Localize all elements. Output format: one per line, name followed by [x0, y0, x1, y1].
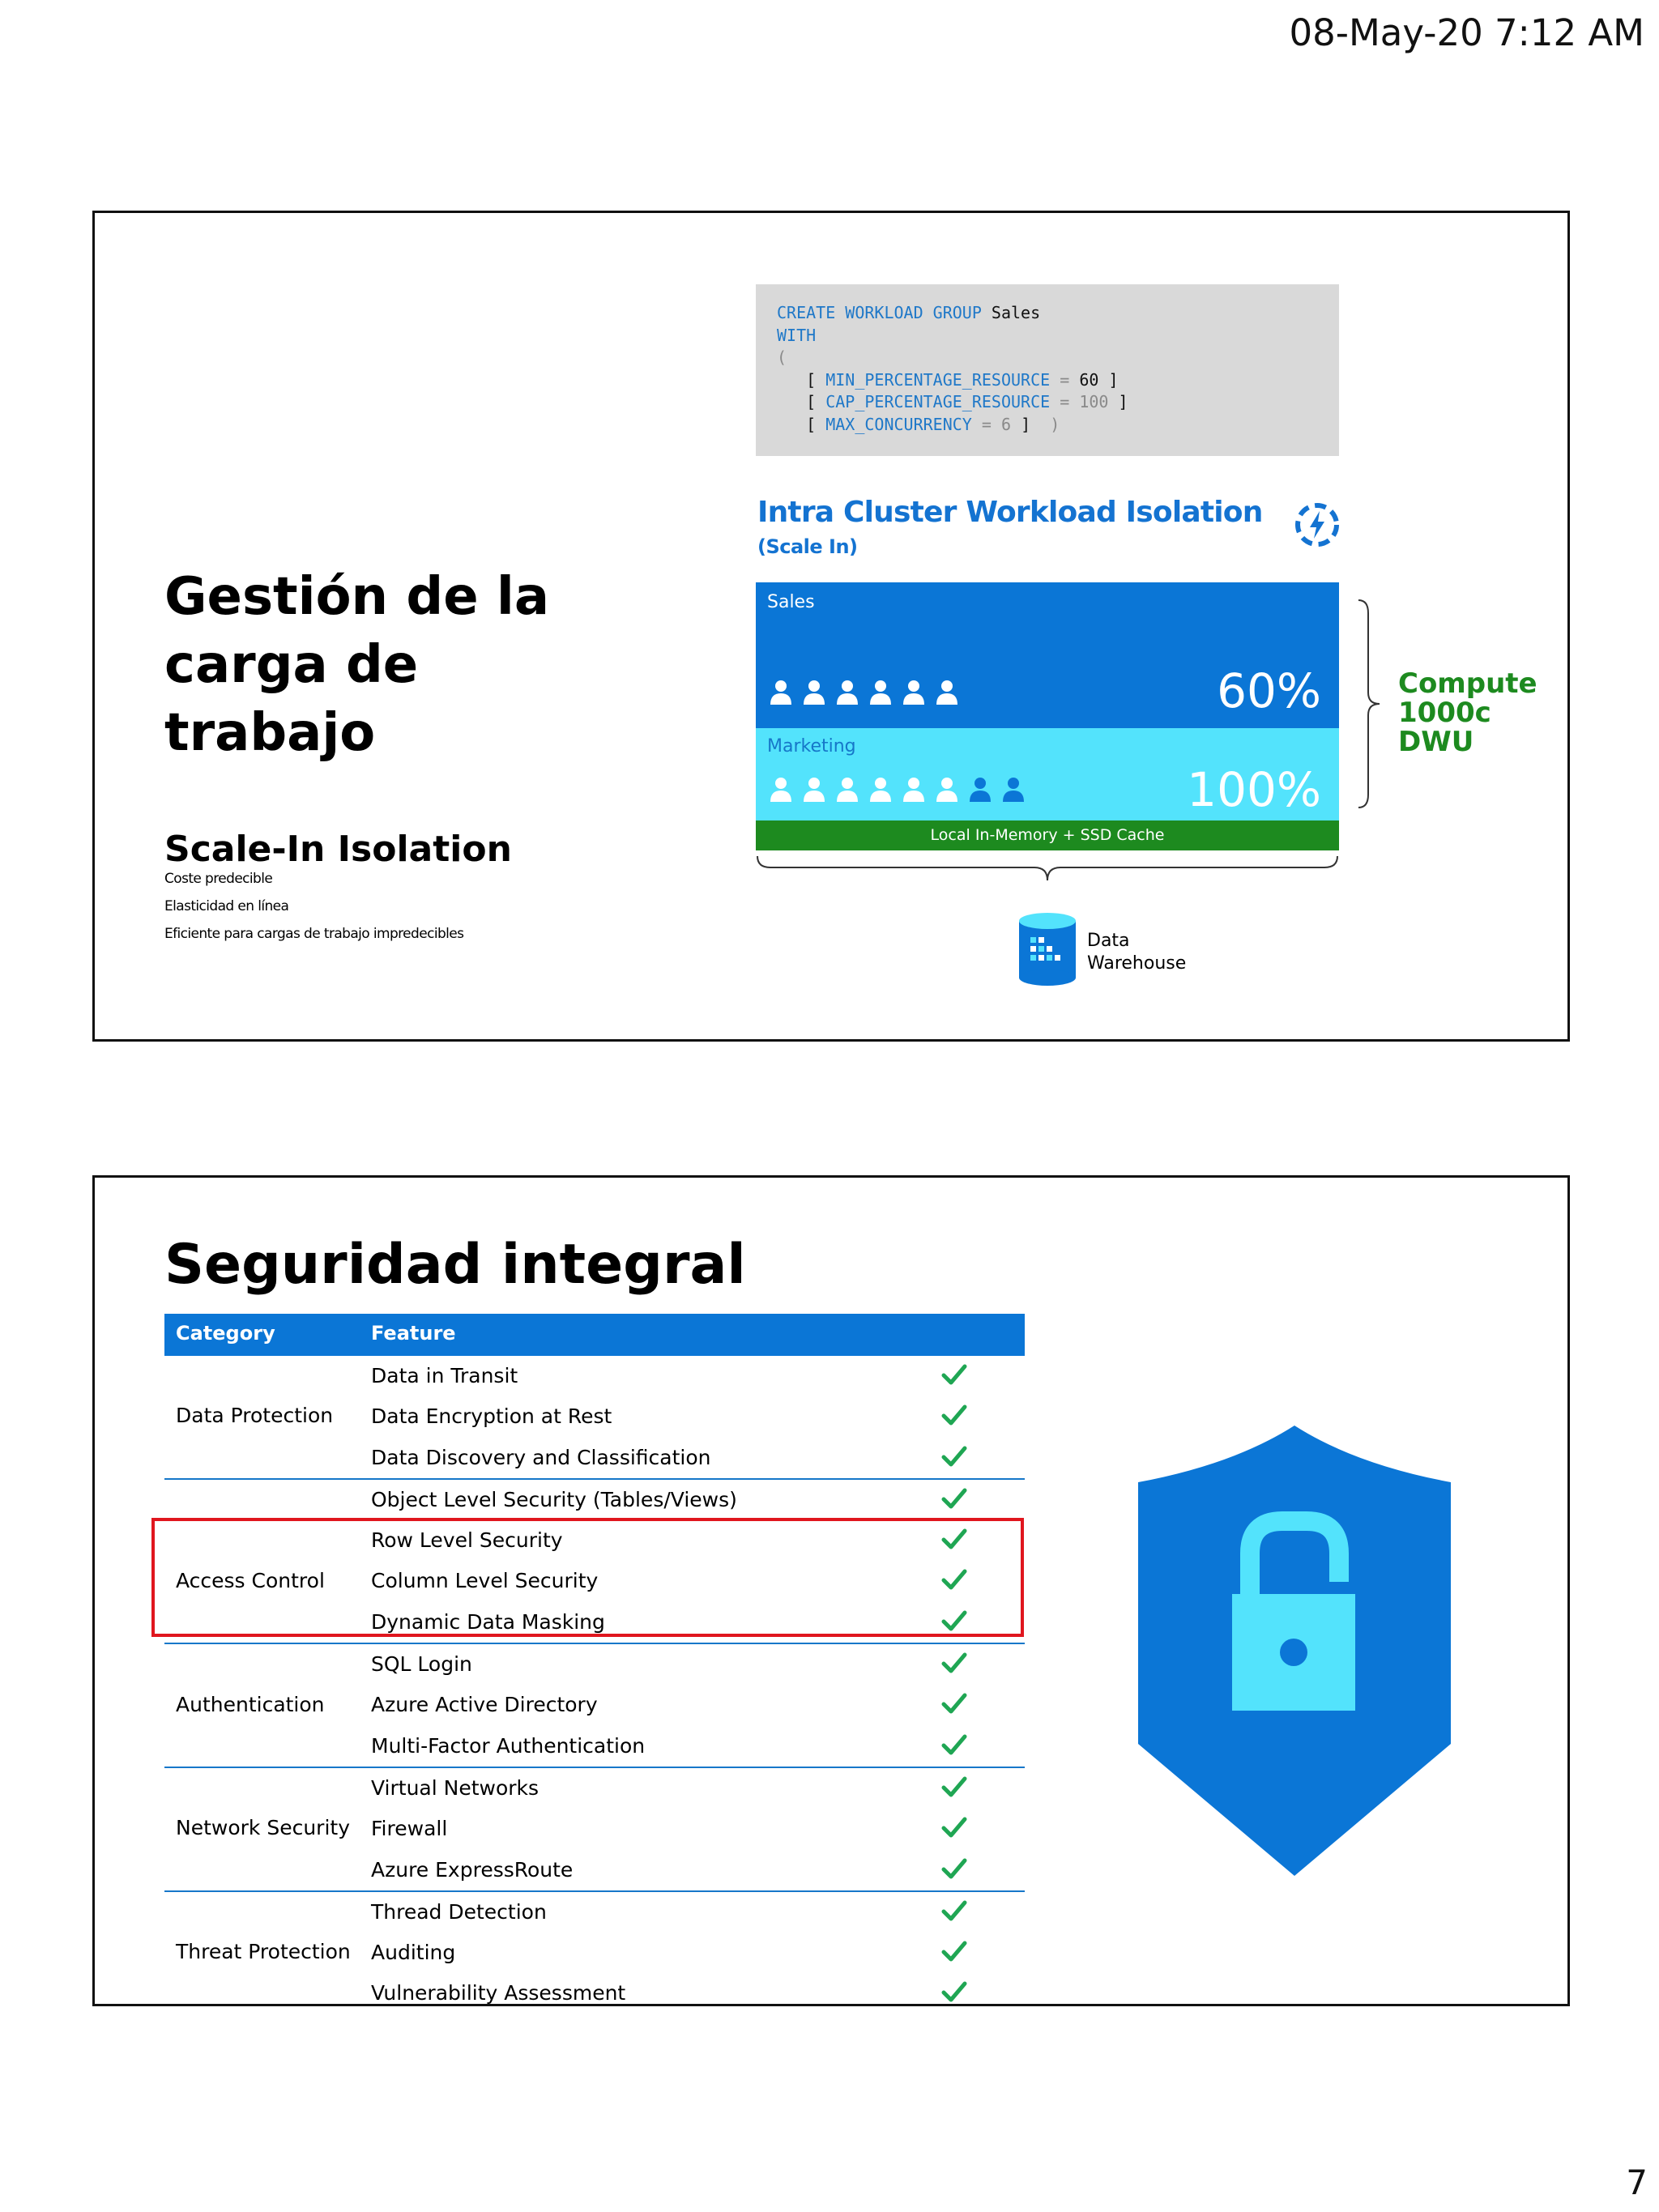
table-body — [164, 1356, 1025, 2014]
sales-users-group — [770, 680, 958, 705]
marketing-users-group — [770, 777, 1025, 803]
feature-cell: Data in Transit — [371, 1364, 518, 1387]
code-paren: ) — [1050, 414, 1060, 434]
category-cell: Authentication — [176, 1692, 325, 1716]
check-icon — [940, 1897, 968, 1924]
code-keyword: CREATE WORKLOAD GROUP — [777, 303, 982, 322]
check-icon — [940, 1773, 968, 1801]
bullet-item: Eficiente para cargas de trabajo impredecibles — [164, 926, 464, 942]
category-cell: Threat Protection — [176, 1940, 351, 1964]
sales-workload-band — [756, 582, 1339, 728]
feature-cell: Azure ExpressRoute — [371, 1857, 574, 1882]
person-icon — [936, 777, 958, 803]
person-icon — [803, 680, 825, 705]
code-param: CAP_PERCENTAGE_RESOURCE — [825, 392, 1051, 411]
code-value: 100 — [1079, 392, 1109, 411]
check-icon — [940, 1649, 968, 1677]
table-group — [164, 1892, 1025, 2014]
marketing-percent: 100% — [1187, 762, 1321, 817]
feature-cell: SQL Login — [371, 1652, 472, 1677]
check-icon — [940, 1361, 968, 1388]
check-icon — [940, 1690, 968, 1717]
person-icon — [902, 777, 925, 803]
feature-cell: Multi-Factor Authentication — [371, 1733, 646, 1758]
table-row — [164, 1480, 1025, 1520]
security-table — [164, 1314, 1025, 2014]
category-cell: Access Control — [176, 1568, 325, 1592]
table-group — [164, 1644, 1025, 1768]
feature-cell: Firewall — [371, 1817, 448, 1841]
category-cell: Network Security — [176, 1816, 350, 1840]
table-row — [164, 1356, 1025, 1396]
sales-label: Sales — [767, 592, 815, 612]
table-row — [164, 1768, 1025, 1809]
table-row — [164, 1892, 1025, 1933]
check-icon — [940, 1813, 968, 1841]
data-warehouse-label-line: Warehouse — [1087, 953, 1187, 974]
table-row — [164, 1438, 1025, 1478]
person-icon — [803, 777, 825, 803]
category-cell: Data Protection — [176, 1404, 334, 1428]
check-icon — [940, 1855, 968, 1882]
slide-workload-management — [92, 211, 1570, 1042]
right-brace — [1355, 597, 1388, 811]
sales-percent: 60% — [1217, 663, 1321, 718]
data-warehouse-label-line: Data — [1087, 931, 1130, 951]
person-icon — [836, 777, 859, 803]
code-snippet: CREATE WORKLOAD GROUP Sales WITH ( [ MIN_PERCENTAGE_RESOURCE = 60 ] [ CAP_PERCENTAGE_RESOURCE = 100 ] [ MAX_CONCURRENCY = 6 ] ) — [756, 284, 1339, 456]
access-control-highlight — [151, 1518, 1024, 1637]
compute-label — [1398, 669, 1567, 757]
slide-title: Gestión de la carga de trabajo — [164, 567, 549, 763]
person-icon — [770, 680, 792, 705]
person-icon — [969, 777, 992, 803]
person-icon — [770, 777, 792, 803]
person-icon — [936, 680, 958, 705]
code-value: 6 — [1000, 414, 1012, 434]
isolation-subtitle: (Scale In) — [757, 535, 858, 558]
table-row — [164, 1973, 1025, 2014]
isolation-title: Intra Cluster Workload Isolation — [757, 496, 1263, 529]
person-icon — [869, 777, 892, 803]
feature-cell: Column Level Security — [371, 1569, 599, 1593]
table-row — [164, 1644, 1025, 1685]
cache-band: Local In-Memory + SSD Cache — [756, 820, 1339, 850]
code-param: MIN_PERCENTAGE_RESOURCE — [825, 369, 1051, 390]
feature-cell: Azure Active Directory — [371, 1693, 598, 1717]
bullet-item: Elasticidad en línea — [164, 898, 289, 914]
data-warehouse-icon — [1016, 910, 1079, 987]
table-group — [164, 1356, 1025, 1480]
table-row — [164, 1850, 1025, 1890]
feature-cell: Thread Detection — [371, 1899, 547, 1924]
person-icon — [869, 680, 892, 705]
code-identifier: Sales — [991, 303, 1041, 322]
bottom-brace — [756, 853, 1339, 889]
check-icon — [940, 1978, 968, 2005]
code-paren: ( — [777, 347, 787, 367]
shield-lock-icon — [1137, 1424, 1452, 1877]
code-param: MAX_CONCURRENCY — [825, 414, 972, 434]
compute-label-line: Compute — [1398, 667, 1537, 700]
compute-label-line: 1000c DWU — [1398, 697, 1491, 758]
person-icon — [902, 680, 925, 705]
feature-cell: Dynamic Data Masking — [371, 1609, 605, 1634]
gauge-lightning-icon — [1292, 500, 1342, 550]
feature-cell: Vulnerability Assessment — [371, 1981, 626, 2005]
feature-cell: Object Level Security (Tables/Views) — [371, 1487, 737, 1511]
timestamp: 08-May-20 7:12 AM — [1289, 11, 1644, 54]
person-icon — [1002, 777, 1025, 803]
check-icon — [940, 1401, 968, 1429]
page-number: 7 — [1626, 2163, 1648, 2202]
feature-cell: Data Encryption at Rest — [371, 1404, 612, 1429]
marketing-workload-band — [756, 728, 1339, 820]
table-group — [164, 1768, 1025, 1892]
slide-security — [92, 1175, 1570, 2006]
person-icon — [836, 680, 859, 705]
slide-subtitle: Scale-In Isolation — [164, 829, 512, 870]
data-warehouse-label — [1087, 930, 1186, 975]
marketing-label: Marketing — [767, 736, 856, 757]
header-category: Category — [176, 1322, 275, 1345]
slide-title: Seguridad integral — [164, 1233, 746, 1297]
table-header — [164, 1314, 1025, 1356]
check-icon — [940, 1443, 968, 1470]
feature-cell: Row Level Security — [371, 1528, 563, 1553]
check-icon — [940, 1731, 968, 1758]
feature-cell: Virtual Networks — [371, 1775, 539, 1800]
code-value: 60 — [1079, 369, 1099, 390]
check-icon — [940, 1485, 968, 1512]
check-icon — [940, 1937, 968, 1965]
code-keyword: WITH — [777, 325, 817, 345]
header-feature: Feature — [371, 1322, 456, 1345]
table-row — [164, 1726, 1025, 1767]
feature-cell: Data Discovery and Classification — [371, 1445, 711, 1469]
bullet-item: Coste predecible — [164, 871, 273, 887]
feature-cell: Auditing — [371, 1941, 456, 1965]
